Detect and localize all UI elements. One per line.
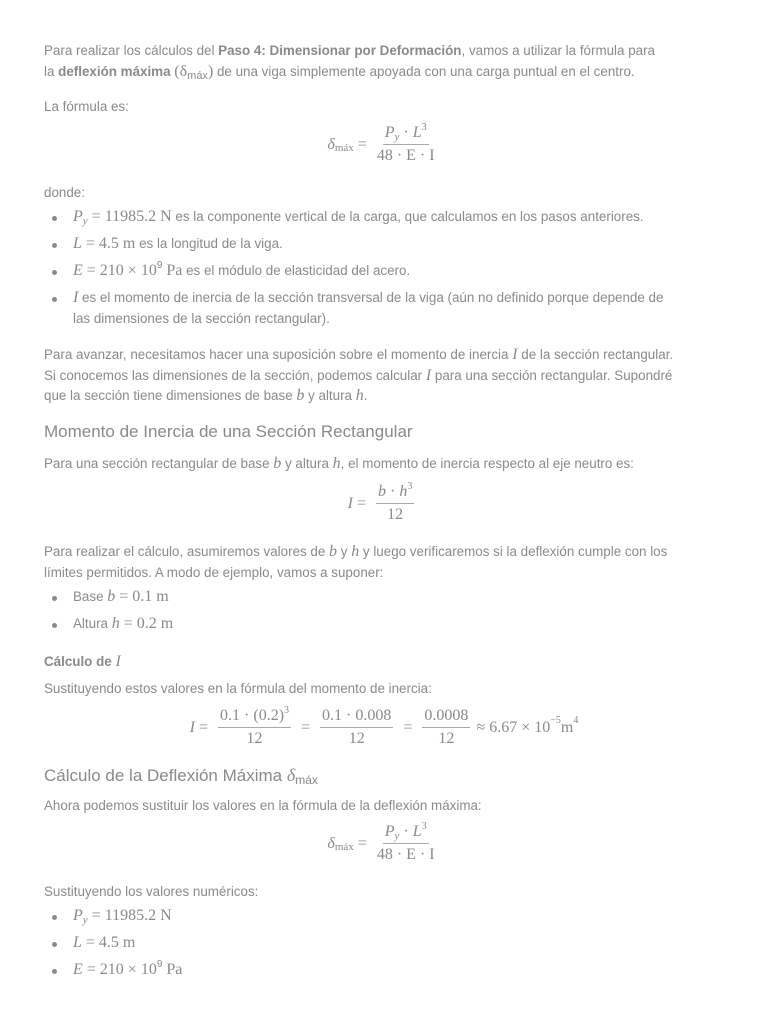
denominator: 48 · E · I: [376, 147, 435, 164]
bullet: [52, 969, 57, 974]
heading-inertia: Momento de Inercia de una Sección Rectangular: [44, 422, 413, 441]
list-item: [73, 614, 724, 635]
delta-symbol: δ: [286, 765, 296, 785]
var: I: [512, 346, 518, 363]
equals-sign: =: [357, 135, 367, 153]
value: = 11985.2 N: [87, 208, 172, 225]
var: E: [73, 961, 83, 978]
var-p: P: [384, 124, 395, 141]
bullet: [52, 915, 57, 920]
deflection-formula: [0, 124, 768, 165]
text: límites permitidos. A modo de ejemplo, vamos a suponer:: [44, 564, 384, 580]
var: h: [111, 615, 120, 632]
var: I: [425, 366, 432, 384]
donde-label: donde:: [44, 185, 85, 200]
var: b: [273, 455, 282, 472]
text: Si conocemos las dimensiones de la sección, podemos calcular: [44, 367, 426, 383]
formula-lhs: δ: [327, 135, 335, 153]
fraction: [376, 483, 414, 524]
list-item: [73, 960, 724, 983]
text: , el momento de inercia respecto al eje neutro es:: [340, 456, 634, 471]
list-item: [73, 933, 724, 954]
exponent: 3: [421, 821, 427, 832]
fraction: [320, 707, 393, 748]
list-item: [73, 207, 724, 229]
var-p-sub: y: [394, 131, 400, 143]
desc: es la longitud de la viga.: [135, 236, 283, 251]
var-p: P: [384, 823, 395, 840]
desc: es la componente vertical de la carga, que calculamos en los pasos anteriores.: [171, 209, 644, 224]
inertia-paragraph: [44, 454, 724, 475]
assumption-paragraph: [44, 345, 724, 407]
fraction: [422, 707, 470, 748]
var-sub: y: [82, 215, 88, 227]
denominator: 12: [348, 730, 365, 747]
equals-sign: =: [403, 718, 413, 736]
value: = 0.2 m: [119, 615, 174, 632]
unit: m: [560, 718, 574, 736]
var-l: L: [412, 823, 422, 840]
text: Cálculo de: [44, 654, 116, 669]
formula-lhs: I: [347, 494, 353, 512]
equals-sign: =: [199, 718, 209, 736]
var: b: [107, 588, 116, 605]
var: b: [296, 387, 305, 404]
var-p-sub: y: [394, 830, 400, 842]
num-text: 0.1 · (0.2): [220, 707, 285, 724]
formula-lhs: I: [189, 718, 195, 736]
bullet: [52, 623, 57, 628]
delta-subscript: máx: [187, 69, 208, 82]
denominator: 12: [387, 506, 404, 523]
list-item: [73, 234, 724, 255]
delta-subscript: máx: [295, 773, 318, 787]
var: h: [332, 455, 341, 472]
intro-text: la: [44, 63, 59, 79]
var: h: [355, 387, 364, 404]
unit: Pa: [162, 262, 183, 279]
formula-label: La fórmula es:: [44, 99, 129, 114]
var: I: [73, 289, 79, 306]
var: E: [73, 262, 83, 279]
var: P: [73, 208, 83, 225]
numerator: [383, 823, 429, 844]
var: L: [73, 235, 82, 252]
formula-lhs-sub: máx: [334, 840, 354, 853]
fraction: [218, 707, 291, 748]
exponent: 9: [156, 260, 163, 271]
bullet: [52, 297, 57, 302]
paren: ): [207, 62, 214, 80]
value: = 210 × 10: [82, 262, 157, 279]
denominator: 48 · E · I: [376, 846, 435, 863]
intro-text: Para realizar los cálculos del: [44, 43, 219, 58]
var: I: [115, 653, 121, 670]
numeric-paragraph: Sustituyendo los valores numéricos:: [44, 884, 259, 899]
bullet: [52, 596, 57, 601]
value: = 4.5 m: [81, 934, 136, 951]
bullet: [52, 270, 57, 275]
dot-op: ·: [399, 124, 413, 141]
bullet: [52, 942, 57, 947]
equals-sign: =: [356, 494, 367, 512]
inertia-values-formula: [0, 707, 768, 748]
equals-sign: =: [357, 834, 367, 852]
list-item: [73, 906, 724, 928]
exponent: 9: [156, 959, 163, 970]
value: = 11985.2 N: [87, 907, 172, 924]
numerator: [376, 483, 414, 504]
numerator: 0.1 · 0.008: [320, 707, 393, 728]
text: y altura: [304, 388, 356, 403]
var: P: [73, 907, 83, 924]
denominator: 12: [246, 730, 263, 747]
deflection-formula-repeat: [0, 823, 768, 864]
text: y: [337, 544, 352, 559]
fraction: [377, 124, 435, 165]
formula-lhs: δ: [327, 834, 335, 852]
numerator: [383, 124, 429, 145]
text: y altura: [281, 456, 333, 471]
text: Cálculo de la Deflexión Máxima: [44, 766, 287, 785]
text: y luego verificaremos si la deflexión cumple con los: [359, 544, 668, 559]
equals-sign: =: [301, 718, 311, 736]
numerator: 0.0008: [422, 707, 470, 728]
var: h: [351, 543, 360, 560]
desc: es el módulo de elasticidad del acero.: [182, 263, 411, 278]
var: L: [73, 934, 82, 951]
dot-op: ·: [386, 483, 400, 500]
text: .: [363, 388, 368, 403]
exponent: 3: [407, 481, 413, 492]
bullet: [52, 243, 57, 248]
deflection-paragraph: Ahora podemos sustituir los valores en la fórmula de la deflexión máxima:: [44, 798, 482, 813]
dot-op: ·: [399, 823, 413, 840]
formula-lhs-sub: máx: [334, 141, 354, 154]
fraction: [377, 823, 435, 864]
var-b: b: [378, 483, 387, 500]
desc: es el momento de inercia de la sección transversal de la viga (aún no definido porque depende de: [78, 290, 664, 305]
intro-paragraph: [44, 41, 724, 83]
var-sub: y: [82, 914, 88, 926]
var: b: [329, 543, 338, 560]
unit: Pa: [162, 961, 183, 978]
value: = 0.1 m: [115, 588, 169, 605]
desc: las dimensiones de la sección rectangular).: [73, 310, 330, 326]
list-item: [73, 587, 724, 608]
value: = 4.5 m: [81, 235, 136, 252]
inertia-formula: [0, 483, 768, 524]
text: Para una sección rectangular de base: [44, 456, 274, 471]
text: que la sección tiene dimensiones de base: [44, 388, 297, 403]
numerator: [218, 707, 291, 728]
exponent: 3: [421, 122, 427, 133]
label: Altura: [73, 616, 112, 631]
intro-text: de una viga simplemente apoyada con una carga puntual en el centro.: [213, 63, 635, 79]
bullet: [52, 216, 57, 221]
denominator: 12: [438, 730, 455, 747]
subst-paragraph: Sustituyendo estos valores en la fórmula del momento de inercia:: [44, 681, 432, 696]
heading-deflection: [44, 765, 318, 786]
intro-text: , vamos a utilizar la fórmula para: [461, 43, 655, 58]
heading-calc-i: [44, 653, 121, 671]
delta-symbol: (δ: [174, 62, 188, 80]
text: de la sección rectangular.: [517, 347, 674, 362]
list-item: [73, 288, 724, 329]
list-item: [73, 261, 724, 284]
exponent: −5: [550, 715, 561, 726]
label: Base: [73, 589, 108, 604]
step-title: Paso 4: Dimensionar por Deformación: [218, 43, 462, 58]
value: = 210 × 10: [82, 961, 157, 978]
exponent: 4: [573, 715, 579, 726]
deflection-term: deflexión máxima: [58, 63, 171, 79]
text: Para realizar el cálculo, asumiremos valores de: [44, 544, 330, 559]
approx-value: ≈ 6.67 × 10: [476, 718, 551, 736]
var-h: h: [399, 483, 408, 500]
exponent: 3: [284, 705, 290, 716]
text: Para avanzar, necesitamos hacer una suposición sobre el momento de inercia: [44, 347, 513, 362]
text: para una sección rectangular. Supondré: [431, 367, 673, 383]
var-l: L: [412, 124, 422, 141]
calc-paragraph: [44, 542, 724, 583]
